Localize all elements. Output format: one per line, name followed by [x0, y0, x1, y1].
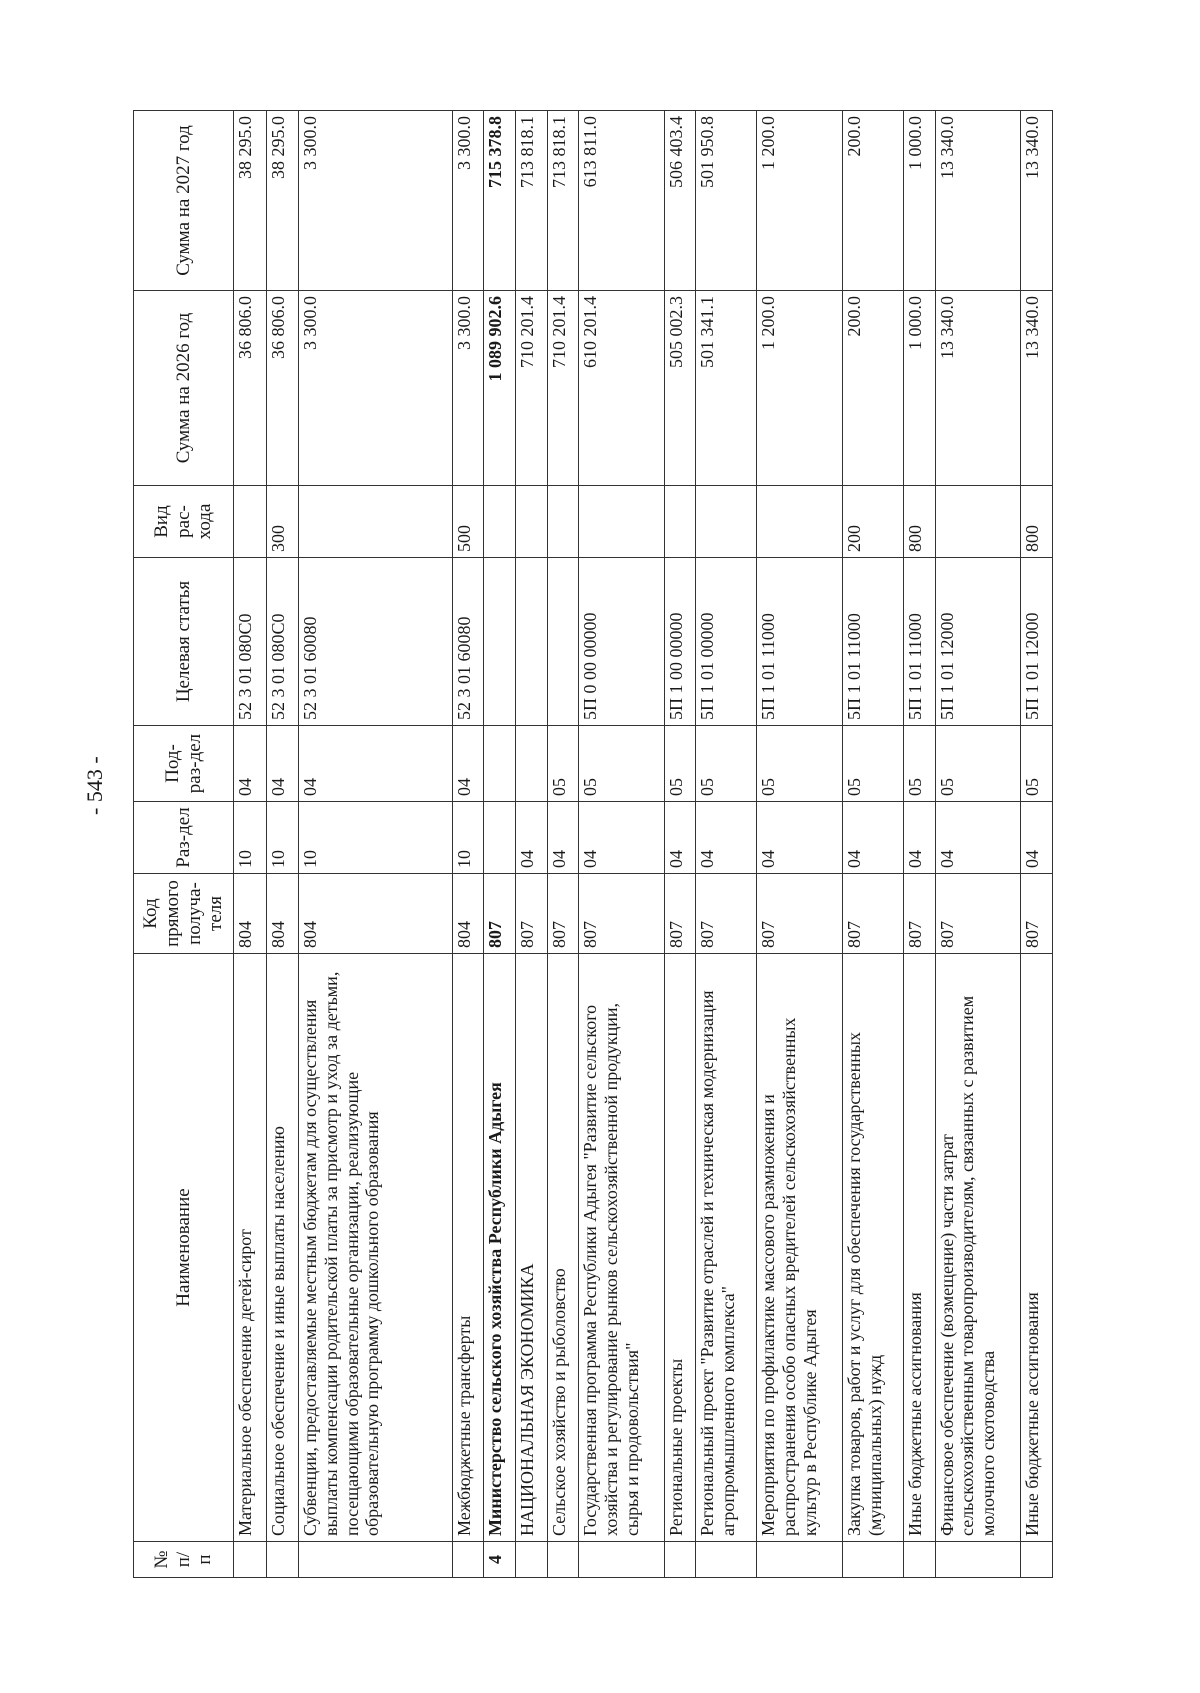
row-sum-2026: 710 201.4 [547, 291, 579, 486]
row-section [484, 802, 516, 874]
row-target-article: 52 3 01 60080 [452, 558, 484, 726]
row-target-article: 52 3 01 080C0 [266, 558, 299, 726]
row-name: Иные бюджетные ассигнования [1021, 954, 1053, 1542]
page-number: - 543 - [82, 756, 107, 815]
row-number [696, 1542, 757, 1578]
row-number [547, 1542, 579, 1578]
row-sum-2027: 3 300.0 [452, 111, 484, 291]
table-row [515, 111, 547, 1578]
row-target-article: 5П 1 01 11000 [903, 558, 935, 726]
row-name: Иные бюджетные ассигнования [903, 954, 935, 1542]
row-expense-type [757, 486, 843, 558]
budget-table [133, 110, 1053, 1578]
row-section: 10 [299, 802, 452, 874]
row-target-article: 5П 1 01 12000 [1021, 558, 1053, 726]
row-name: Закупка товаров, работ и услуг для обеспечения государственных (муниципальных) нужд [843, 954, 904, 1542]
row-expense-type [484, 486, 516, 558]
row-expense-type: 200 [843, 486, 904, 558]
table-row [903, 111, 935, 1578]
row-expense-type [299, 486, 452, 558]
row-expense-type: 500 [452, 486, 484, 558]
row-number [903, 1542, 935, 1578]
header-expense-type: Вид рас-хода [134, 486, 234, 558]
row-recipient-code: 807 [903, 874, 935, 954]
row-expense-type: 300 [266, 486, 299, 558]
row-expense-type [547, 486, 579, 558]
table-row [696, 111, 757, 1578]
row-sum-2026: 3 300.0 [452, 291, 484, 486]
row-number [515, 1542, 547, 1578]
row-name: Сельское хозяйство и рыболовство [547, 954, 579, 1542]
row-number [266, 1542, 299, 1578]
header-no: № п/п [134, 1542, 234, 1578]
table-row [299, 111, 452, 1578]
header-subsection: Под-раз-дел [134, 726, 234, 802]
row-sum-2026: 1 089 902.6 [484, 291, 516, 486]
row-recipient-code: 804 [299, 874, 452, 954]
row-expense-type [696, 486, 757, 558]
row-target-article: 5П 0 00 00000 [579, 558, 665, 726]
row-name: Социальное обеспечение и иные выплаты населению [266, 954, 299, 1542]
table-row [266, 111, 299, 1578]
row-sum-2027: 38 295.0 [266, 111, 299, 291]
table-row [547, 111, 579, 1578]
table-row [484, 111, 516, 1578]
row-section: 04 [903, 802, 935, 874]
table-row [757, 111, 843, 1578]
row-target-article [515, 558, 547, 726]
row-recipient-code: 804 [234, 874, 267, 954]
row-number [757, 1542, 843, 1578]
row-subsection: 04 [299, 726, 452, 802]
row-number [935, 1542, 1021, 1578]
row-name: Региональные проекты [664, 954, 696, 1542]
row-name: Министерство сельского хозяйства Республики Адыгея [484, 954, 516, 1542]
row-section: 04 [757, 802, 843, 874]
row-number [664, 1542, 696, 1578]
table-header-row [134, 111, 234, 1578]
header-recipient-code: Код прямого получа-теля [134, 874, 234, 954]
header-name: Наименование [134, 954, 234, 1542]
row-section: 04 [664, 802, 696, 874]
row-subsection: 05 [843, 726, 904, 802]
row-number [234, 1542, 267, 1578]
row-recipient-code: 807 [515, 874, 547, 954]
row-expense-type: 800 [903, 486, 935, 558]
row-number [843, 1542, 904, 1578]
row-target-article: 5П 1 01 11000 [757, 558, 843, 726]
row-name: Финансовое обеспечение (возмещение) части затрат сельскохозяйственным товаропроизводителям, связанных с развитием молочного скотоводства [935, 954, 1021, 1542]
row-subsection: 05 [696, 726, 757, 802]
row-sum-2027: 3 300.0 [299, 111, 452, 291]
row-subsection: 05 [664, 726, 696, 802]
row-sum-2026: 36 806.0 [234, 291, 267, 486]
row-sum-2026: 1 000.0 [903, 291, 935, 486]
row-target-article [547, 558, 579, 726]
row-recipient-code: 807 [484, 874, 516, 954]
row-target-article: 5П 1 01 12000 [935, 558, 1021, 726]
rotated-page-content [133, 111, 1053, 1578]
row-sum-2027: 713 818.1 [515, 111, 547, 291]
table-row [452, 111, 484, 1578]
row-number [1021, 1542, 1053, 1578]
row-section: 10 [452, 802, 484, 874]
table-row [1021, 111, 1053, 1578]
row-recipient-code: 804 [266, 874, 299, 954]
row-sum-2026: 1 200.0 [757, 291, 843, 486]
row-sum-2026: 3 300.0 [299, 291, 452, 486]
row-recipient-code: 804 [452, 874, 484, 954]
row-subsection [484, 726, 516, 802]
row-sum-2027: 613 811.0 [579, 111, 665, 291]
row-number [452, 1542, 484, 1578]
row-number [579, 1542, 665, 1578]
row-sum-2027: 715 378.8 [484, 111, 516, 291]
row-sum-2027: 200.0 [843, 111, 904, 291]
row-target-article: 5П 1 01 11000 [843, 558, 904, 726]
row-recipient-code: 807 [757, 874, 843, 954]
header-section: Раз-дел [134, 802, 234, 874]
row-subsection: 04 [452, 726, 484, 802]
header-target-article: Целевая статья [134, 558, 234, 726]
row-subsection: 05 [547, 726, 579, 802]
row-recipient-code: 807 [664, 874, 696, 954]
table-row [234, 111, 267, 1578]
row-subsection [515, 726, 547, 802]
row-sum-2027: 13 340.0 [1021, 111, 1053, 291]
row-sum-2026: 36 806.0 [266, 291, 299, 486]
row-name: Субвенции, предоставляемые местным бюджетам для осуществления выплаты компенсации родительской платы за присмотр и уход за детьми, посещающими образовательные организации, реализующие образовательную программу дошкольного образования [299, 954, 452, 1542]
row-sum-2027: 501 950.8 [696, 111, 757, 291]
row-section: 10 [234, 802, 267, 874]
row-subsection: 05 [1021, 726, 1053, 802]
row-sum-2026: 200.0 [843, 291, 904, 486]
row-sum-2027: 13 340.0 [935, 111, 1021, 291]
row-sum-2026: 13 340.0 [935, 291, 1021, 486]
row-number [299, 1542, 452, 1578]
row-expense-type [234, 486, 267, 558]
row-number: 4 [484, 1542, 516, 1578]
row-name: Межбюджетные трансферты [452, 954, 484, 1542]
row-sum-2027: 1 000.0 [903, 111, 935, 291]
header-sum-2027: Сумма на 2027 год [134, 111, 234, 291]
row-section: 04 [579, 802, 665, 874]
row-recipient-code: 807 [547, 874, 579, 954]
row-name: Государственная программа Республики Адыгея "Развитие сельского хозяйства и регулирование рынков сельскохозяйственной продукции, сырья и продовольствия" [579, 954, 665, 1542]
row-target-article: 52 3 01 60080 [299, 558, 452, 726]
row-name: Региональный проект "Развитие отраслей и техническая модернизация агропромышленного комплекса" [696, 954, 757, 1542]
row-target-article: 5П 1 00 00000 [664, 558, 696, 726]
row-subsection: 05 [757, 726, 843, 802]
row-name: Мероприятия по профилактике массового размножения и распространения особо опасных вредителей сельскохозяйственных культур в Республике Адыгея [757, 954, 843, 1542]
row-expense-type [515, 486, 547, 558]
row-recipient-code: 807 [935, 874, 1021, 954]
row-recipient-code: 807 [843, 874, 904, 954]
row-section: 04 [1021, 802, 1053, 874]
row-section: 04 [696, 802, 757, 874]
row-sum-2026: 501 341.1 [696, 291, 757, 486]
row-target-article: 52 3 01 080C0 [234, 558, 267, 726]
row-recipient-code: 807 [696, 874, 757, 954]
row-target-article [484, 558, 516, 726]
row-recipient-code: 807 [1021, 874, 1053, 954]
row-sum-2027: 1 200.0 [757, 111, 843, 291]
row-expense-type [579, 486, 665, 558]
row-recipient-code: 807 [579, 874, 665, 954]
table-row [579, 111, 665, 1578]
row-section: 10 [266, 802, 299, 874]
row-name: Материальное обеспечение детей-сирот [234, 954, 267, 1542]
row-sum-2026: 13 340.0 [1021, 291, 1053, 486]
table-row [664, 111, 696, 1578]
row-expense-type: 800 [1021, 486, 1053, 558]
header-sum-2026: Сумма на 2026 год [134, 291, 234, 486]
row-sum-2026: 505 002.3 [664, 291, 696, 486]
row-subsection: 05 [579, 726, 665, 802]
table-row [843, 111, 904, 1578]
row-sum-2027: 506 403.4 [664, 111, 696, 291]
row-name: НАЦИОНАЛЬНАЯ ЭКОНОМИКА [515, 954, 547, 1542]
row-target-article: 5П 1 01 00000 [696, 558, 757, 726]
row-sum-2027: 38 295.0 [234, 111, 267, 291]
row-subsection: 04 [234, 726, 267, 802]
row-section: 04 [547, 802, 579, 874]
row-section: 04 [515, 802, 547, 874]
row-sum-2027: 713 818.1 [547, 111, 579, 291]
row-expense-type [664, 486, 696, 558]
row-section: 04 [843, 802, 904, 874]
row-expense-type [935, 486, 1021, 558]
row-subsection: 05 [935, 726, 1021, 802]
row-subsection: 05 [903, 726, 935, 802]
table-row [935, 111, 1021, 1578]
row-subsection: 04 [266, 726, 299, 802]
row-sum-2026: 610 201.4 [579, 291, 665, 486]
row-section: 04 [935, 802, 1021, 874]
row-sum-2026: 710 201.4 [515, 291, 547, 486]
